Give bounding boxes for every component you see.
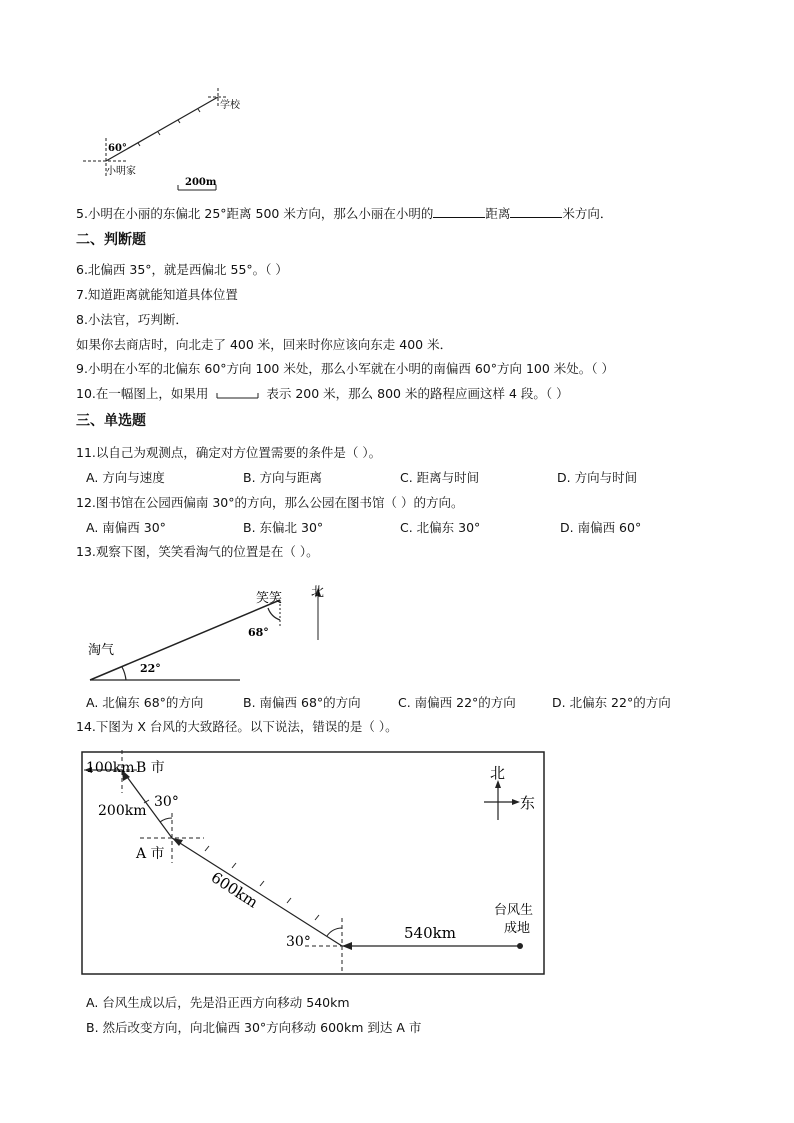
q13-option-d[interactable]: D. 北偏东 22°的方向 (552, 695, 671, 710)
q5-text-mid: 距离 (485, 206, 511, 221)
angle-22-label: 22° (140, 662, 161, 675)
label-b-city: B 市 (136, 760, 165, 776)
xiaoxiao-label: 笑笑 (256, 591, 283, 606)
q11-option-d[interactable]: D. 方向与时间 (557, 470, 638, 485)
question-8-body: 如果你去商店时，向北走了 400 米，回来时你应该向东走 400 米． (76, 337, 453, 352)
q10-text-before: 10.在一幅图上，如果用 (76, 386, 209, 401)
q5-text-before: 5.小明在小丽的东偏北 25°距离 500 米方向，那么小丽在小明的 (76, 206, 434, 221)
q5-blank-direction[interactable] (433, 205, 485, 218)
north-label: 北 (311, 585, 325, 600)
q12-option-c[interactable]: C. 北偏东 30° (400, 520, 481, 535)
q13-option-a[interactable]: A. 北偏东 68°的方向 (86, 695, 204, 710)
section-choice-title: 三、单选题 (76, 413, 146, 429)
figure-school-route (78, 88, 258, 198)
label-origin-line1: 台风生 (494, 903, 534, 918)
q11-option-b[interactable]: B. 方向与距离 (243, 470, 323, 485)
school-label: 学校 (220, 100, 240, 111)
question-5 (76, 205, 612, 222)
question-13: 13.观察下图，笑笑看淘气的位置是在（ ）。 (76, 544, 319, 559)
figure-typhoon-map (80, 748, 546, 978)
q12-option-d[interactable]: D. 南偏西 60° (560, 520, 642, 535)
compass-east-label: 东 (520, 794, 536, 812)
label-30-bottom: 30° (286, 934, 311, 950)
q14-option-b[interactable]: B. 然后改变方向，向北偏西 30°方向移动 600km 到达 A 市 (86, 1020, 422, 1035)
section-judgement-title: 二、判断题 (76, 232, 146, 248)
label-100km: 100km (86, 760, 135, 776)
q11-option-a[interactable]: A. 方向与速度 (86, 470, 165, 485)
label-30-top: 30° (154, 794, 179, 810)
angle-68-label: 68° (248, 626, 269, 639)
scale-label: 200m (185, 177, 217, 188)
question-10 (76, 386, 569, 402)
question-7: 7.知道距离就能知道具体位置 (76, 287, 238, 302)
q12-option-b[interactable]: B. 东偏北 30° (243, 520, 324, 535)
label-a-city: A 市 (136, 846, 165, 862)
taoqi-label: 淘气 (88, 643, 115, 658)
angle-label: 60° (108, 143, 127, 154)
q5-text-after: 米方向． (562, 206, 613, 221)
question-12: 12.图书馆在公园西偏南 30°的方向，那么公园在图书馆（ ）的方向。 (76, 495, 464, 510)
question-6: 6.北偏西 35°，就是西偏北 55°。（ ） (76, 262, 288, 277)
figure-xiaoxiao-taoqi (80, 582, 380, 682)
home-label: 小明家 (106, 166, 136, 177)
scale-segment-icon (212, 389, 262, 401)
label-540km: 540km (404, 924, 456, 942)
q5-blank-distance[interactable] (510, 205, 562, 218)
q11-option-c[interactable]: C. 距离与时间 (400, 470, 480, 485)
q12-option-a[interactable]: A. 南偏西 30° (86, 520, 166, 535)
q13-option-b[interactable]: B. 南偏西 68°的方向 (243, 695, 361, 710)
q10-text-after: 表示 200 米，那么 800 米的路程应画这样 4 段。（ ） (266, 386, 569, 401)
question-14: 14.下图为 X 台风的大致路径。以下说法，错误的是（ ）。 (76, 719, 398, 734)
question-9: 9.小明在小军的北偏东 60°方向 100 米处，那么小军就在小明的南偏西 60°方向 100 米处。（ ） (76, 361, 615, 376)
label-200km: 200km (98, 803, 147, 819)
label-600km: 600km (207, 868, 262, 912)
label-origin-line2: 成地 (504, 921, 531, 936)
q14-option-a[interactable]: A. 台风生成以后，先是沿正西方向移动 540km (86, 995, 350, 1010)
question-11: 11.以自己为观测点，确定对方位置需要的条件是（ ）。 (76, 445, 382, 460)
compass-north-label: 北 (490, 764, 506, 782)
question-8-intro: 8.小法官，巧判断． (76, 312, 188, 327)
q13-option-c[interactable]: C. 南偏西 22°的方向 (398, 695, 516, 710)
